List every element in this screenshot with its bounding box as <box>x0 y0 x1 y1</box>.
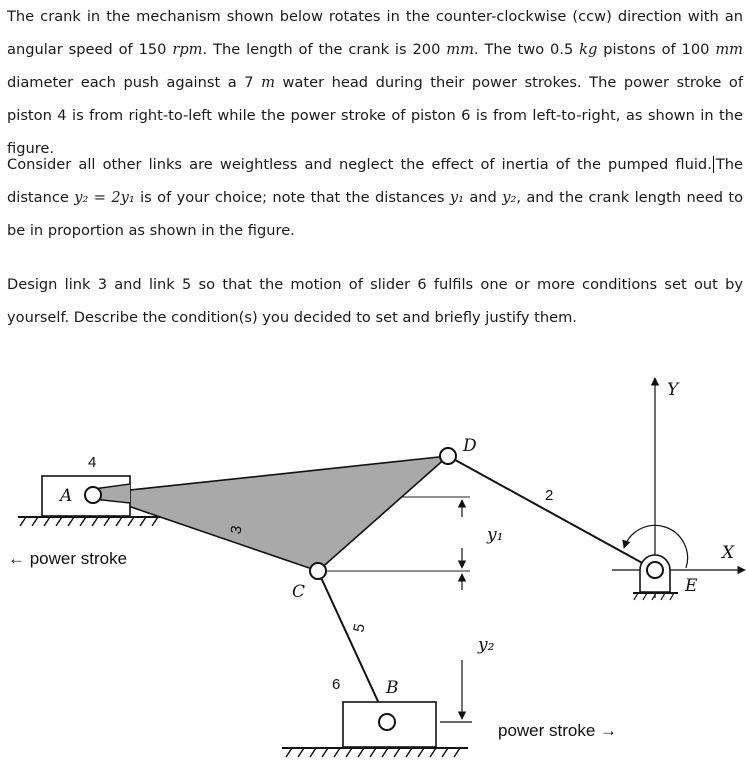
dimension-y2 <box>440 574 472 722</box>
label-D: D <box>463 436 477 456</box>
problem-paragraph-2: Consider all other links are weightless and neglect the effect of inertia of the pumped fluid. The distance y₂ = 2y₁ is of your choice; note that the distances y₁ and y₂, and the crank length need to be in proportion as shown in the figure. <box>7 156 743 239</box>
power-stroke-left: ← power stroke <box>8 549 128 568</box>
joint-A <box>85 487 101 503</box>
link-2-crank <box>448 456 655 570</box>
label-C: C <box>292 582 306 602</box>
label-E: E <box>685 576 698 596</box>
label-Y: Y <box>667 380 679 400</box>
label-link-2: 2 <box>545 487 554 504</box>
link-3-triangle <box>93 456 448 571</box>
label-y2: y₂ <box>478 635 495 655</box>
problem-paragraph-1: The crank in the mechanism shown below rotates in the counter-clockwise (ccw) direction with an angular speed of 150 rpm. The length of the crank is 200 mm. The two 0.5 kg pistons of 100 mm diameter each push against a 7 m water head during their power strokes. The power stroke of piston 4 is from right-to-left while the power stroke of piston 6 is from left-to-right, as shown in the figure. <box>7 8 744 157</box>
joint-D <box>440 448 456 464</box>
label-A: A <box>60 486 73 506</box>
label-B: B <box>386 678 399 698</box>
label-y1: y₁ <box>487 525 504 545</box>
ground-bottom <box>282 748 468 757</box>
label-link-6: 6 <box>332 676 341 693</box>
xy-axes <box>612 378 745 598</box>
label-X: X <box>722 543 735 563</box>
joint-C <box>310 563 326 579</box>
label-link-4: 4 <box>88 454 97 471</box>
ground-left <box>18 517 160 526</box>
problem-paragraph-3: Design link 3 and link 5 so that the motion of slider 6 fulfils one or more conditions set out by yourself. Describe the condition(s) you decided to set and briefly justify them. <box>7 276 743 326</box>
label-link-3: 3 <box>227 524 246 536</box>
joint-B <box>379 714 395 730</box>
label-link-5: 5 <box>350 622 369 634</box>
link-5 <box>318 571 387 721</box>
joint-E <box>647 562 663 578</box>
power-stroke-right: power stroke → <box>498 721 618 740</box>
